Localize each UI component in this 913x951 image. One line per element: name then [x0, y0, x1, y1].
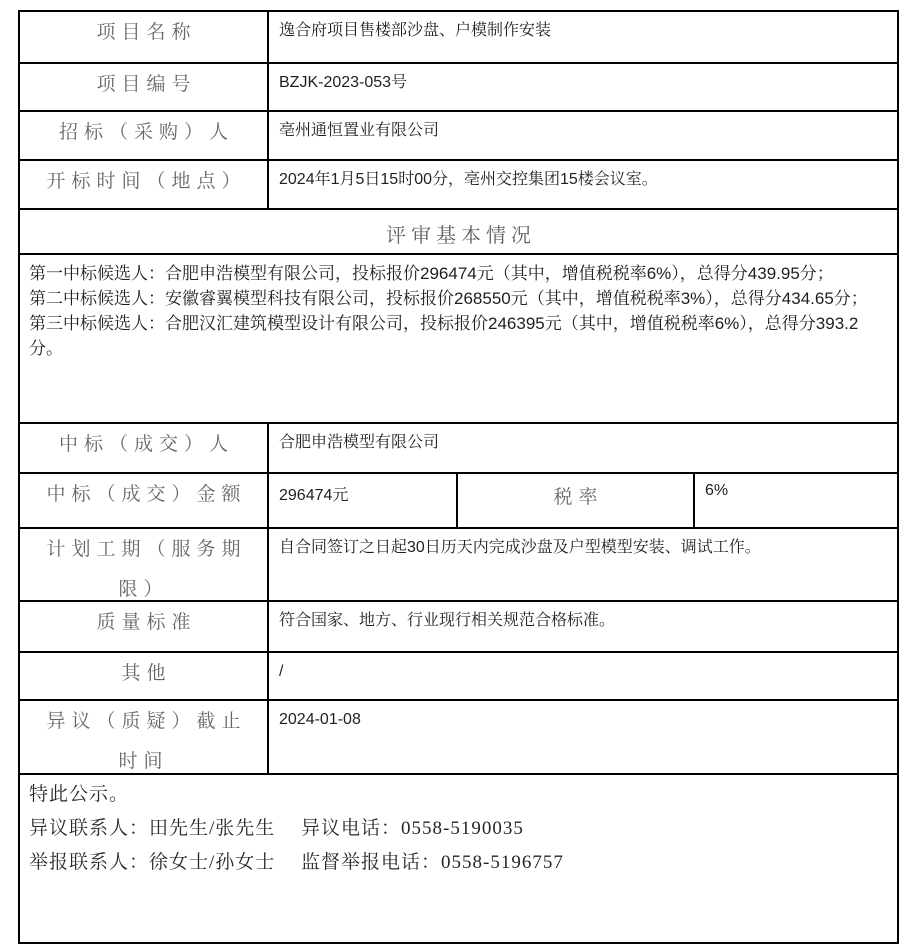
- quality-standard-label: 质量标准: [20, 602, 269, 651]
- footer-notice: 特此公示。: [29, 784, 130, 805]
- row-section-header: [20, 210, 897, 255]
- purchaser-value: 亳州通恒置业有限公司: [279, 122, 440, 139]
- other-value: /: [279, 663, 284, 680]
- row-purchaser: [20, 112, 897, 161]
- candidate-line-1: 第一中标候选人：合肥申浩模型有限公司，投标报价296474元（其中，增值税税率6%），总得分439.95分；: [29, 264, 834, 283]
- row-candidates: [20, 255, 897, 424]
- project-number-value: BZJK-2023-053号: [279, 74, 408, 91]
- report-contact: 举报联系人：徐女士/孙女士: [29, 852, 276, 873]
- objection-phone: 异议电话：0558-5190035: [301, 818, 524, 839]
- candidates-block: [20, 255, 897, 422]
- project-number-label: 项目编号: [20, 64, 269, 110]
- bid-opening-label: 开标时间（地点）: [20, 161, 269, 208]
- bid-opening-value: 2024年1月5日15时00分，亳州交控集团15楼会议室。: [279, 171, 658, 188]
- other-label: 其他: [20, 653, 269, 699]
- tax-rate-label: 税率: [458, 474, 695, 527]
- objection-contact: 异议联系人：田先生/张先生: [29, 818, 276, 839]
- objection-deadline-label: 异议（质疑）截止时间: [20, 701, 269, 773]
- row-quality-standard: [20, 602, 897, 653]
- footer-block: [20, 775, 897, 942]
- candidate-line-3: 第三中标候选人：合肥汉汇建筑模型设计有限公司，投标报价246395元（其中，增值税税率6%），总得分393.2分。: [29, 314, 859, 358]
- row-schedule: [20, 529, 897, 602]
- row-project-name: [20, 12, 897, 64]
- schedule-value: 自合同签订之日起30日历天内完成沙盘及户型模型安装、调试工作。: [279, 539, 761, 556]
- row-footer: [20, 775, 897, 942]
- award-amount-label: 中标（成交）金额: [20, 474, 269, 527]
- row-other: [20, 653, 897, 701]
- footer-objection-line: [29, 812, 887, 846]
- report-phone: 监督举报电话：0558-5196757: [301, 852, 564, 873]
- winner-label: 中标（成交）人: [20, 424, 269, 472]
- award-amount-value: 296474元: [269, 474, 458, 527]
- tax-rate-value: 6%: [705, 482, 729, 499]
- winner-value: 合肥申浩模型有限公司: [279, 434, 440, 451]
- bid-result-announcement-table: [18, 10, 899, 944]
- objection-deadline-value: 2024-01-08: [279, 711, 361, 728]
- row-winner: [20, 424, 897, 474]
- project-name-label: 项目名称: [20, 12, 269, 62]
- review-section-title: 评审基本情况: [386, 225, 536, 247]
- schedule-label: 计划工期（服务期限）: [20, 529, 269, 600]
- quality-standard-value: 符合国家、地方、行业现行相关规范合格标准。: [279, 612, 616, 629]
- row-award-amount: [20, 474, 897, 529]
- purchaser-label: 招标（采购）人: [20, 112, 269, 159]
- row-objection-deadline: [20, 701, 897, 775]
- footer-report-line: [29, 846, 887, 880]
- row-bid-opening: [20, 161, 897, 210]
- candidate-line-2: 第二中标候选人：安徽睿翼模型科技有限公司，投标报价268550元（其中，增值税税率3%），总得分434.65分；: [29, 289, 868, 308]
- project-name-value: 逸合府项目售楼部沙盘、户模制作安装: [279, 22, 552, 39]
- row-project-number: [20, 64, 897, 112]
